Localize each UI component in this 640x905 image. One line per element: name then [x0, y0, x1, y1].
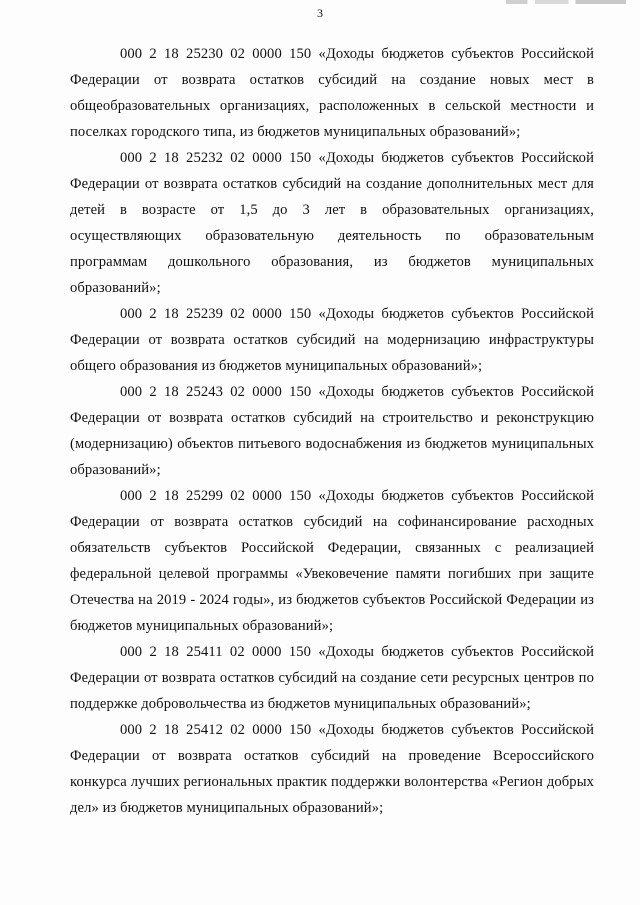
paragraph-25232: 000 2 18 25232 02 0000 150 «Доходы бюджетов субъектов Российской Федерации от возврата остатков субсидий на создание дополнительных мест для детей в возрасте от 1,5 до 3 лет в образовательных организациях, осуществляющих образовательную деятельность по образовательным программам дошкольного образования, из бюджетов муниципальных образований»;	[70, 150, 594, 296]
paragraph-25412: 000 2 18 25412 02 0000 150 «Доходы бюджетов субъектов Российской Федерации от возврата остатков субсидий на проведение Всероссийского конкурса лучших региональных практик поддержки волонтерства «Регион добрых дел» из бюджетов муниципальных образований»;	[70, 722, 594, 816]
page-number: 3	[317, 6, 323, 20]
paragraph-25230: 000 2 18 25230 02 0000 150 «Доходы бюджетов субъектов Российской Федерации от возврата остатков субсидий на создание новых мест в общеобразовательных организациях, расположенных в сельской местности и поселках городского типа, из бюджетов муниципальных образований»;	[70, 46, 594, 140]
paragraph-25411: 000 2 18 25411 02 0000 150 «Доходы бюджетов субъектов Российской Федерации от возврата остатков субсидий на создание сети ресурсных центров по поддержке добровольчества из бюджетов муниципальных образований»;	[70, 644, 594, 712]
paragraph-25243: 000 2 18 25243 02 0000 150 «Доходы бюджетов субъектов Российской Федерации от возврата остатков субсидий на строительство и реконструкцию (модернизацию) объектов питьевого водоснабжения из бюджетов муниципальных образований»;	[70, 384, 594, 478]
paragraph-25239: 000 2 18 25239 02 0000 150 «Доходы бюджетов субъектов Российской Федерации от возврата остатков субсидий на модернизацию инфраструктуры общего образования из бюджетов муниципальных образований»;	[70, 306, 594, 374]
scan-artifact	[506, 0, 626, 4]
document-body	[70, 41, 594, 821]
paragraph-25299: 000 2 18 25299 02 0000 150 «Доходы бюджетов субъектов Российской Федерации от возврата остатков субсидий на софинансирование расходных обязательств субъектов Российской Федерации, связанных с реализацией федеральной целевой программы «Увековечение памяти погибших при защите Отечества на 2019 - 2024 годы», из бюджетов субъектов Российской Федерации из бюджетов муниципальных образований»;	[70, 488, 594, 634]
